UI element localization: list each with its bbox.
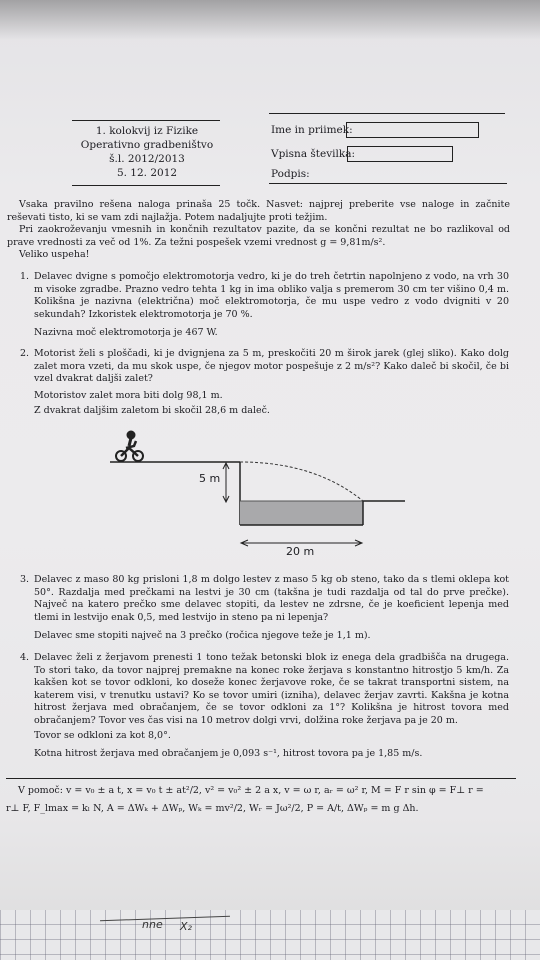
trench-water: [240, 501, 363, 525]
scratch-paper-grid: [0, 910, 540, 960]
problem-4-answer-2: Kotna hitrost žerjava med obračanjem je 0,093 s⁻¹, hitrost tovora pa je 1,85 m/s.: [34, 748, 423, 759]
jump-trajectory: [240, 462, 363, 501]
header-school-year: š.l. 2012/2013: [109, 153, 185, 165]
signature-label: Podpis:: [271, 168, 310, 180]
intro-paragraph-3: Veliko uspeha!: [19, 249, 90, 260]
motorcycle-jump-figure: [100, 425, 415, 565]
footer-rule: [6, 778, 516, 779]
header-right-rule-top: [269, 113, 505, 114]
height-label: 5 m: [199, 472, 221, 485]
problem-4: [20, 652, 509, 728]
header-course-title: 1. kolokvij iz Fizike: [95, 125, 199, 137]
header-course-block: [72, 124, 222, 180]
problem-4-answer-1: Tovor se odkloni za kot 8,0°.: [34, 730, 171, 741]
intro-paragraph-1: Vsaka pravilno rešena naloga prinaša 25 točk. Nasvet: najprej preberite vse naloge in začnite reševati tisto, ki se vam zdi najlažja. Potem nadaljujte proti težjim.: [7, 199, 510, 223]
problem-1-text: Delavec dvigne s pomočjo elektromotorja vedro, ki je do treh četrtin napolnjeno z vodo, na vrh 30 m visoke zgradbe. Prazno vedro tehta 1 kg in ima obliko valja s premerom 30 cm ter višino 0,4 m. Kolikšna je nazivna (električna) moč elektromotorja, če mu uspe vedro z vodo dvigniti v 20 sekundah? Izkoristek elektromotorja je 70 %.: [34, 271, 509, 320]
problem-2-answer-1: Motoristov zalet mora biti dolg 98,1 m.: [34, 390, 223, 401]
problem-2: [20, 348, 509, 386]
intro-paragraph-2: Pri zaokroževanju vmesnih in končnih rezultatov pazite, da se končni rezultat ne bo razlikoval od prave vrednosti za več od 1%. Za težni pospešek vzemi vrednost g = 9,81m/s².: [7, 224, 510, 248]
problem-1-answer: Nazivna moč elektromotorja je 467 W.: [34, 327, 218, 338]
problem-1-number: 1.: [20, 271, 30, 282]
problem-3: [20, 574, 509, 624]
signature-line[interactable]: [269, 183, 507, 184]
problem-2-number: 2.: [20, 348, 30, 359]
problem-1: [20, 271, 509, 321]
problem-4-text: Delavec želi z žerjavom prenesti 1 tono težak betonski blok iz enega dela gradbišča na drugega. To stori tako, da tovor najprej premakne na konec roke žerjava s konstantno hitrostjo 5 km/h. Za kakšen kot se tovor odkloni, ko doseže konec žerjavove roke, če se takrat transportni sistem, na katerem visi, v trenutku ustavi? Ko se tovor umiri (izniha), delavec žerjav zavrti. Kakšna je kotna hitrost žerjava med obračanjem, če se tovor odkloni za 1°? Kolikšna je hitrost tovora med obračanjem? Tovor ves čas visi na 10 metrov dolgi vrvi, dolžina roke žerjava pa je 20 m.: [34, 652, 509, 726]
formula-sheet: [6, 782, 526, 818]
scribble-text-2: X₂: [180, 920, 192, 933]
header-rule-top: [72, 120, 220, 121]
problem-2-answer-2: Z dvakrat daljšim zaletom bi skočil 28,6 m daleč.: [34, 405, 270, 416]
problem-3-answer: Delavec sme stopiti največ na 3 prečko (ročica njegove teže je 1,1 m).: [34, 630, 371, 641]
scribble-text-1: nne: [142, 918, 163, 931]
name-label: Ime in priimek:: [271, 124, 353, 136]
header-rule-bottom: [72, 185, 220, 186]
photo-shadow: [0, 0, 540, 40]
header-date: 5. 12. 2012: [116, 167, 178, 179]
width-label: 20 m: [286, 545, 315, 558]
formula-line-2: r⊥ F, F_lmax = kₗ N, A = ΔWₖ + ΔWₚ, Wₖ = mv²/2, Wᵣ = Jω²/2, P = A/t, ΔWₚ = m g Δh.: [6, 803, 419, 814]
problem-3-text: Delavec z maso 80 kg prisloni 1,8 m dolgo lestev z maso 5 kg ob steno, tako da s tlemi oklepa kot 50°. Razdalja med prečkami na lestvi je 30 cm (takšna je tudi razdalja od tal do prve prečke). Največ na katero prečko sme delavec stopiti, da lestev ne zdrsne, če je koeficient lepenja med tlemi in lestvijo enak 0,5, med lestvijo in steno pa ni lepenja?: [34, 574, 509, 623]
motorcycle-icon: [116, 432, 143, 462]
problem-2-text: Motorist želi s ploščadi, ki je dvignjena za 5 m, preskočiti 20 m širok jarek (glej sliko). Kako dolg zalet mora vzeti, da mu skok uspe, če njegov motor pospešuje z 2 m/s²? Kako daleč bi skočil, če bi vzel dvakrat daljši zalet?: [34, 348, 509, 385]
problem-4-number: 4.: [20, 652, 30, 663]
id-label: Vpisna številka:: [271, 148, 356, 160]
name-field[interactable]: [346, 122, 479, 138]
problem-3-number: 3.: [20, 574, 30, 585]
formula-line-1: V pomoč: v = v₀ ± a t, x = v₀ t ± at²/2, v² = v₀² ± 2 a x, v = ω r, aᵣ = ω² r, M = F r sin φ = F⊥ r =: [18, 785, 484, 796]
header-program: Operativno gradbeništvo: [80, 139, 214, 151]
id-field[interactable]: [347, 146, 453, 162]
